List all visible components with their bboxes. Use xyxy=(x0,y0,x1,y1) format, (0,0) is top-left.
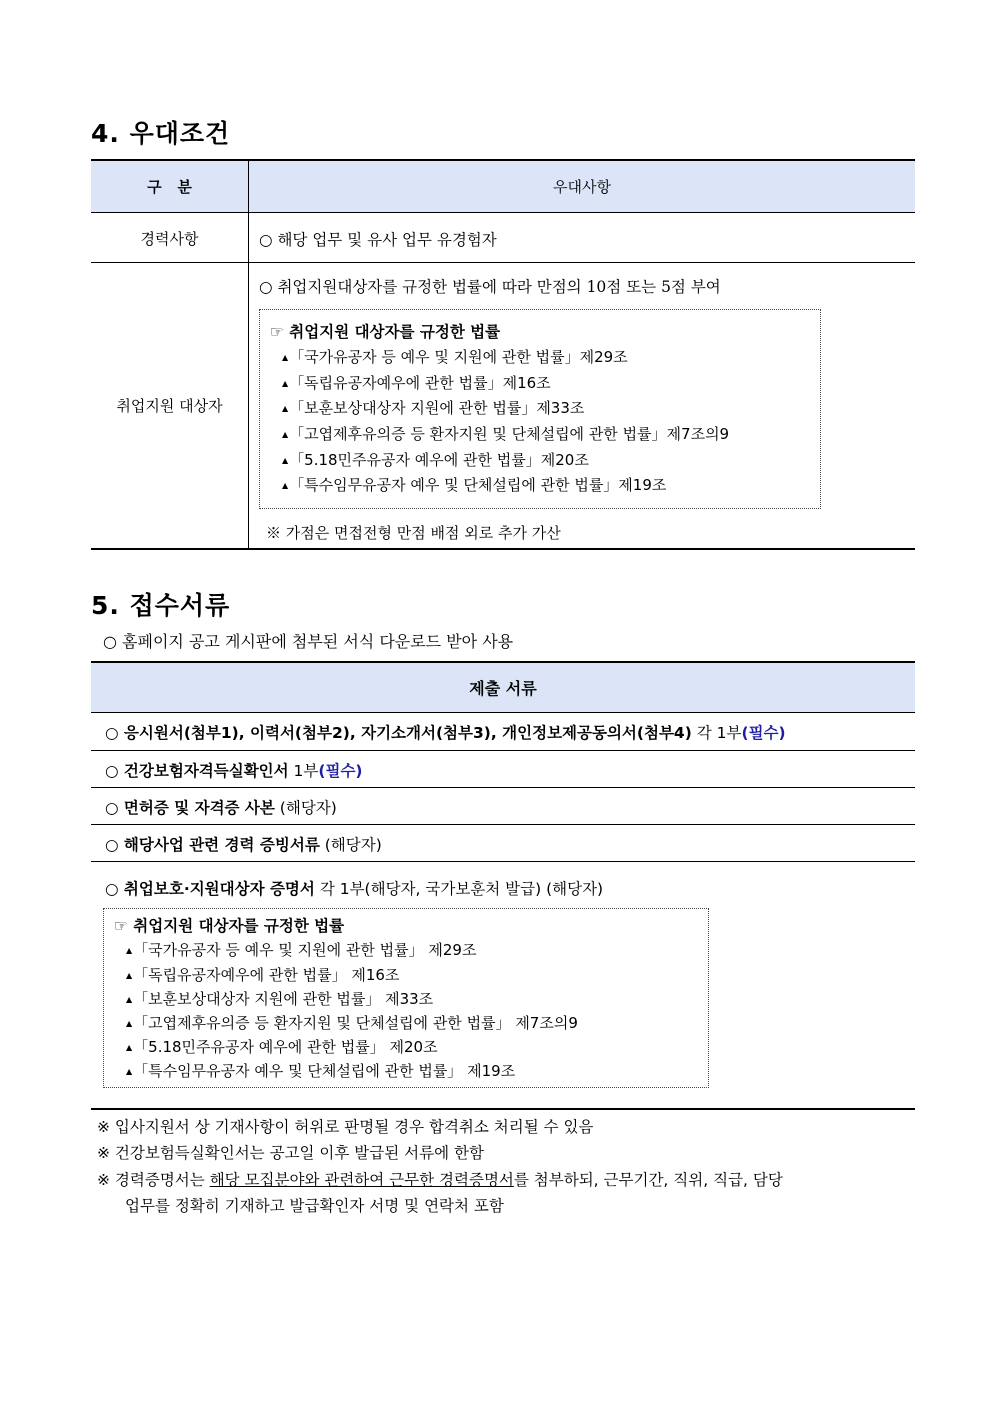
row-divider xyxy=(91,824,915,825)
row-experience-label: 경력사항 xyxy=(140,229,199,248)
bonus-note: ※ 가점은 면접전형 만점 배점 외로 추가 가산 xyxy=(266,524,561,542)
section-4-title: 4. 우대조건 xyxy=(91,119,231,148)
documents-table xyxy=(91,661,915,1110)
law-item: ▲「고엽제후유의증 등 환자지원 및 단체설립에 관한 법률」제7조의9 xyxy=(282,425,730,443)
law-item: ▲「고엽제후유의증 등 환자지원 및 단체설립에 관한 법률」 제7조의9 xyxy=(126,1014,578,1032)
law-box-title: ☞ 취업지원 대상자를 규정한 법률 xyxy=(114,917,345,935)
document-row-employment-support: ○ 취업보호·지원대상자 증명서 각 1부(해당자, 국가보훈처 발급) (해당자) xyxy=(105,880,604,898)
law-item: ▲「보훈보상대상자 지원에 관한 법률」제33조 xyxy=(282,399,585,417)
row-experience-text: ○ 해당 업무 및 유사 업무 유경험자 xyxy=(259,231,497,249)
section-5-title: 5. 접수서류 xyxy=(91,591,231,620)
footnote-false-info: ※ 입사지원서 상 기재사항이 허위로 판명될 경우 합격취소 처리될 수 있음 xyxy=(97,1118,594,1136)
law-item: ▲「독립유공자예우에 관한 법률」 제16조 xyxy=(126,966,400,984)
document-row-health-insurance: ○ 건강보험자격득실확인서 1부(필수) xyxy=(105,762,363,780)
law-item: ▲「특수임무유공자 예우 및 단체설립에 관한 법률」 제19조 xyxy=(126,1062,516,1080)
law-item: ▲「5.18민주유공자 예우에 관한 법률」제20조 xyxy=(282,451,589,469)
law-box-title: ☞ 취업지원 대상자를 규정한 법률 xyxy=(270,323,501,341)
documents-header: 제출 서류 xyxy=(91,663,915,713)
document-row-application: ○ 응시원서(첨부1), 이력서(첨부2), 자기소개서(첨부3), 개인정보제공동의서(첨부4) 각 1부(필수) xyxy=(105,724,786,742)
preference-table xyxy=(91,159,915,550)
law-box-1 xyxy=(259,309,821,509)
law-box-2 xyxy=(103,908,709,1088)
law-item: ▲「독립유공자예우에 관한 법률」제16조 xyxy=(282,374,551,392)
row-employment-support-text: ○ 취업지원대상자를 규정한 법률에 따라 만점의 10점 또는 5점 부여 xyxy=(259,278,721,296)
row-divider xyxy=(91,861,915,862)
row-divider xyxy=(91,750,915,751)
law-item: ▲「5.18민주유공자 예우에 관한 법률」 제20조 xyxy=(126,1038,438,1056)
law-item: ▲「보훈보상대상자 지원에 관한 법률」 제33조 xyxy=(126,990,434,1008)
row-employment-support-label: 취업지원 대상자 xyxy=(116,397,223,415)
row-divider xyxy=(91,787,915,788)
header-category: 구 분 xyxy=(147,178,192,196)
footnote-experience-certificate-cont: 업무를 정확히 기재하고 발급확인자 서명 및 연락처 포함 xyxy=(125,1197,504,1215)
header-preference: 우대사항 xyxy=(553,178,611,196)
law-item: ▲「국가유공자 등 예우 및 지원에 관한 법률」 제29조 xyxy=(126,941,477,959)
column-divider xyxy=(248,161,249,548)
footnote-health-insurance: ※ 건강보험득실확인서는 공고일 이후 발급된 서류에 한함 xyxy=(97,1144,484,1162)
download-note: ○ 홈페이지 공고 게시판에 첨부된 서식 다운로드 받아 사용 xyxy=(103,632,514,651)
document-row-license: ○ 면허증 및 자격증 사본 (해당자) xyxy=(105,799,337,817)
footnote-experience-certificate: ※ 경력증명서는 해당 모집분야와 관련하여 근무한 경력증명서를 첨부하되, 근무기간, 직위, 직급, 담당 xyxy=(97,1171,783,1189)
law-item: ▲「국가유공자 등 예우 및 지원에 관한 법률」제29조 xyxy=(282,348,628,366)
law-item: ▲「특수임무유공자 예우 및 단체설립에 관한 법률」제19조 xyxy=(282,476,667,494)
document-row-experience-proof: ○ 해당사업 관련 경력 증빙서류 (해당자) xyxy=(105,836,382,854)
